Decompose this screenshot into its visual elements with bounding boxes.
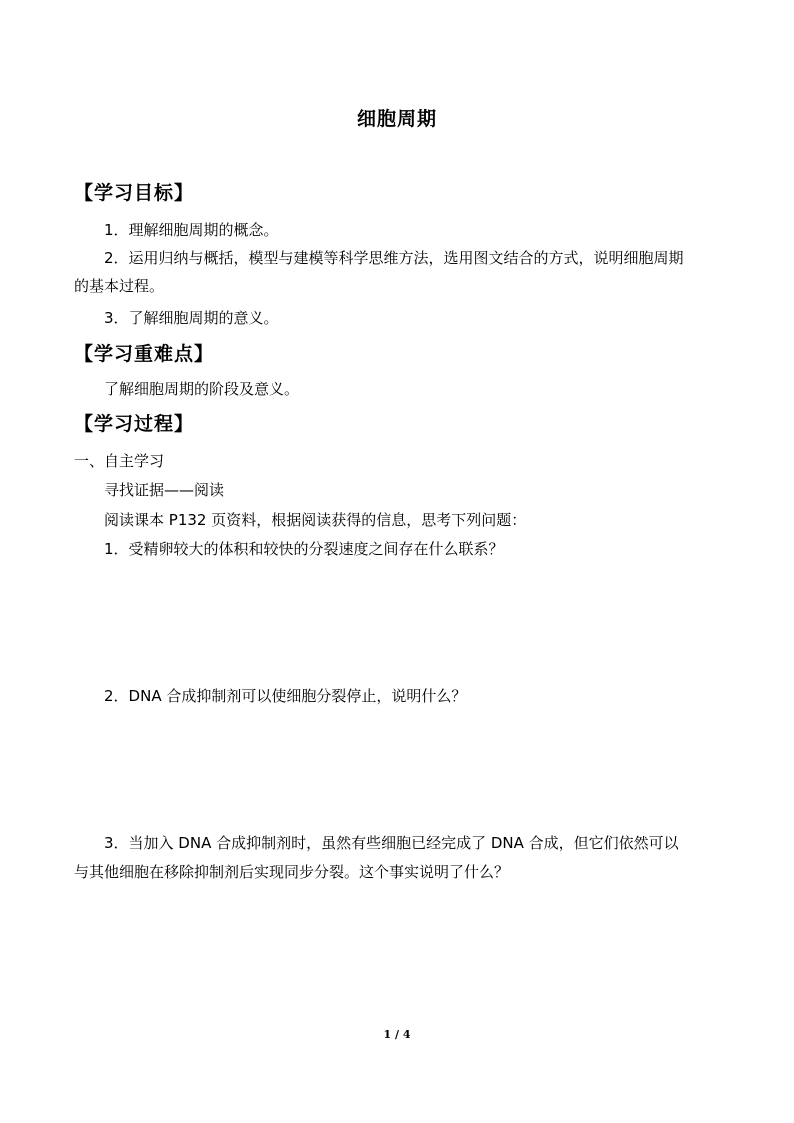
page-number: 1 / 4 — [383, 1028, 411, 1041]
heading-objectives: 【学习目标】 — [74, 182, 195, 204]
question-2: 2．DNA 合成抑制剂可以使细胞分裂停止，说明什么？ — [104, 687, 467, 705]
heading-key-points: 【学习重难点】 — [74, 343, 215, 365]
objective-item-2-cont: 的基本过程。 — [74, 277, 165, 295]
reading-subtitle: 寻找证据——阅读 — [104, 481, 225, 499]
question-3-line-1: 3．当加入 DNA 合成抑制剂时，虽然有些细胞已经完成了 DNA 合成，但它们依然可以 — [104, 834, 679, 852]
page-title: 细胞周期 — [356, 108, 437, 130]
part-one-label: 一、自主学习 — [74, 452, 165, 470]
question-3-line-2: 与其他细胞在移除抑制剂后实现同步分裂。这个事实说明了什么？ — [74, 863, 510, 881]
key-points-text: 了解细胞周期的阶段及意义。 — [104, 380, 300, 398]
reading-instruction: 阅读课本 P132 页资料，根据阅读获得的信息，思考下列问题： — [104, 511, 527, 529]
heading-process: 【学习过程】 — [74, 413, 195, 435]
objective-item-3: 3．了解细胞周期的意义。 — [104, 309, 279, 327]
question-1: 1．受精卵较大的体积和较快的分裂速度之间存在什么联系？ — [104, 540, 504, 558]
objective-item-2: 2．运用归纳与概括，模型与建模等科学思维方法，选用图文结合的方式，说明细胞周期 — [104, 249, 684, 267]
objective-item-1: 1．理解细胞周期的概念。 — [104, 221, 279, 239]
